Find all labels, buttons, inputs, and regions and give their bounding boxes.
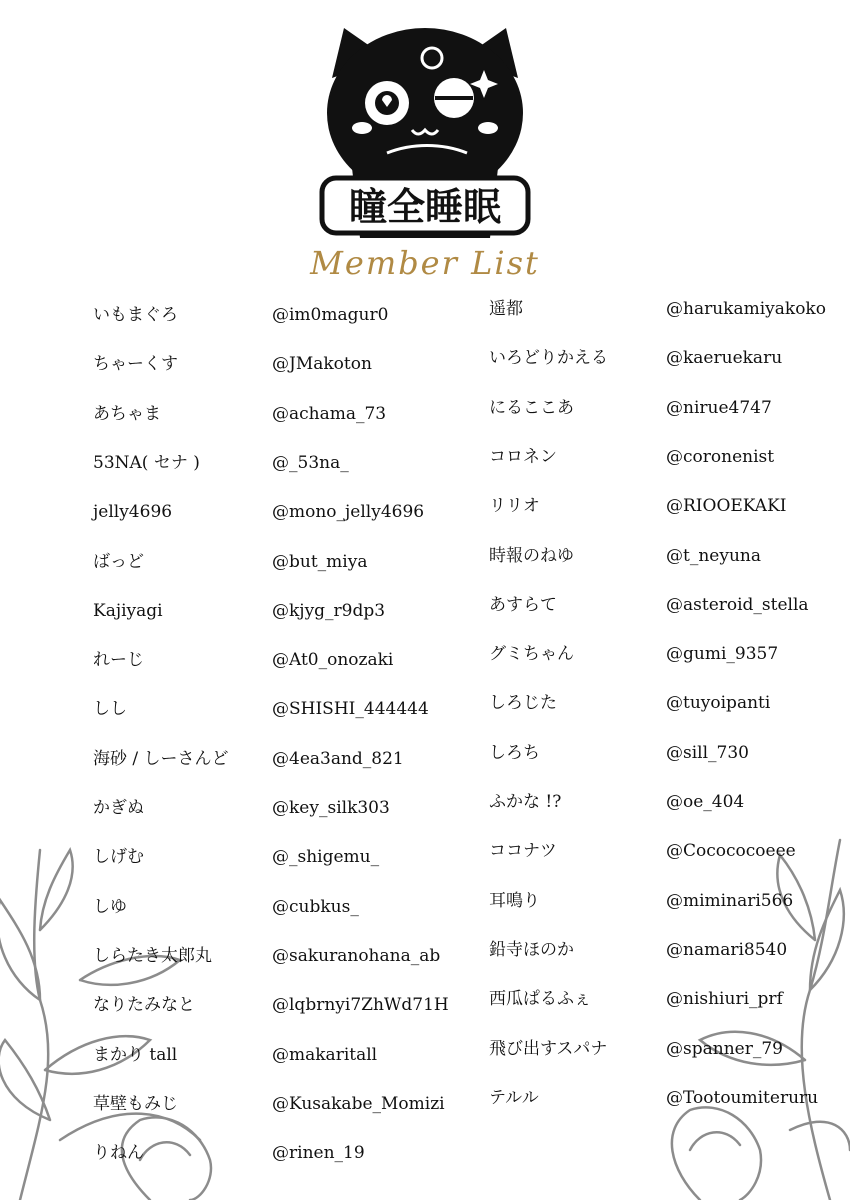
member-handle: @makaritall	[272, 1044, 378, 1065]
member-handle: @key_silk303	[272, 798, 390, 818]
member-name: なりたみなと	[93, 995, 195, 1016]
member-handle: @RIOOEKAKI	[666, 496, 787, 517]
member-handle: @namari8540	[666, 939, 788, 960]
member-handle: @JMakoton	[272, 354, 372, 375]
member-name: りねん	[93, 1143, 144, 1164]
member-name: しろじた	[489, 693, 557, 714]
member-name: にるここあ	[489, 397, 574, 418]
member-name: 鉛寺ほのか	[489, 939, 574, 960]
member-name: 遥都	[489, 299, 523, 319]
member-name: しゆ	[93, 896, 127, 917]
member-handle: @harukamiyakoko	[666, 299, 826, 319]
member-name: いろどりかえる	[489, 348, 608, 369]
member-name: 草壁もみじ	[93, 1093, 178, 1114]
member-name: しろち	[489, 742, 540, 763]
member-name: いもまぐろ	[93, 305, 178, 325]
member-name: ちゃーくす	[93, 354, 178, 375]
member-name: しらたき太郎丸	[93, 945, 212, 966]
member-name: テルル	[489, 1087, 539, 1108]
member-name: あちゃま	[93, 403, 161, 424]
member-name: jelly4696	[93, 502, 173, 523]
member-name: しし	[93, 699, 127, 720]
member-handle: @_shigemu_	[272, 847, 380, 868]
member-handle: @but_miya	[272, 551, 368, 572]
member-handle: @SHISHI_444444	[272, 699, 429, 720]
member-handle: @coronenist	[666, 446, 775, 467]
member-handle: @4ea3and_821	[272, 748, 404, 769]
member-name: 耳鳴り	[489, 890, 540, 911]
member-handle: @kaeruekaru	[666, 348, 783, 369]
member-handle: @spanner_79	[666, 1038, 783, 1059]
member-handle: @nirue4747	[666, 397, 772, 418]
member-handle: @Tootoumiteruru	[666, 1087, 819, 1108]
member-handle: @miminari566	[666, 890, 794, 911]
member-handle: @cubkus_	[272, 896, 359, 917]
member-name: ふかな !?	[489, 792, 562, 812]
member-name: 海砂 / しーさんど	[93, 748, 229, 769]
member-handle: @_53na_	[272, 452, 349, 473]
member-name: Kajiyagi	[93, 600, 163, 621]
member-handle: @rinen_19	[272, 1143, 365, 1164]
member-name: 53NA( セナ )	[93, 452, 200, 473]
member-handle: @sakuranohana_ab	[272, 945, 441, 966]
member-name: しげむ	[93, 847, 144, 868]
member-handle: @asteroid_stella	[666, 594, 809, 615]
member-handle: @t_neyuna	[666, 545, 761, 566]
member-name: コロネン	[489, 446, 557, 467]
member-name: あすらて	[489, 594, 557, 615]
member-handle: @oe_404	[666, 792, 745, 812]
member-handle: @Cocococoeee	[666, 841, 796, 862]
member-handle: @gumi_9357	[666, 644, 779, 665]
member-name: リリオ	[489, 496, 540, 517]
member-handle: @im0magur0	[272, 305, 389, 325]
member-handle: @tuyoipanti	[666, 693, 771, 714]
member-handle: @kjyg_r9dp3	[272, 600, 386, 621]
member-handle: @nishiuri_prf	[666, 989, 783, 1010]
member-name: ばっど	[93, 551, 144, 572]
member-handle: @lqbrnyi7ZhWd71H	[272, 995, 449, 1016]
page-title: Member List	[310, 244, 540, 282]
member-name: 飛び出すスパナ	[489, 1038, 608, 1059]
member-name: まかり tall	[93, 1044, 178, 1065]
logo-text: 瞳全睡眠	[348, 185, 502, 229]
member-name: れーじ	[93, 650, 144, 671]
member-name: かぎぬ	[93, 798, 144, 818]
member-handle: @achama_73	[272, 403, 387, 424]
member-handle: @At0_onozaki	[272, 650, 394, 671]
member-name: グミちゃん	[489, 644, 574, 665]
member-name: 時報のねゆ	[489, 545, 574, 566]
member-name: ココナツ	[489, 841, 557, 862]
member-handle: @sill_730	[666, 742, 749, 763]
member-name: 西瓜ぱるふぇ	[489, 989, 591, 1010]
member-handle: @Kusakabe_Momizi	[272, 1093, 445, 1114]
member-handle: @mono_jelly4696	[272, 502, 425, 523]
